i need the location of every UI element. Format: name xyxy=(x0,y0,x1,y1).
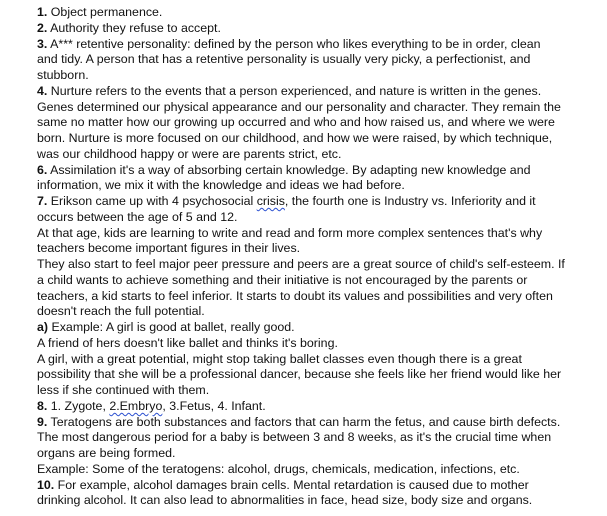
line-text: drinking alcohol. It can also lead to abnormalities in face, head size, body size and organs. xyxy=(37,493,533,508)
line-text: Assimilation it's a way of absorbing certain knowledge. By adapting new knowledge and xyxy=(47,162,531,177)
text-line xyxy=(37,99,561,116)
line-text: less if she continued with them. xyxy=(37,383,210,397)
item-number: 4. xyxy=(37,83,48,98)
item-number: a) xyxy=(37,320,49,334)
text-line xyxy=(37,21,549,37)
text-line xyxy=(37,147,549,163)
text-line xyxy=(37,194,549,210)
text-line xyxy=(37,115,555,131)
line-text: Nurture refers to the events that a person experienced, and nature is written in the genes. xyxy=(47,83,542,98)
line-text: occurs between the age of 5 and 12. xyxy=(37,209,238,224)
line-text-continued: , 3.Fetus, 4. Infant. xyxy=(162,398,266,413)
line-text: Example: A girl is good at ballet, really good. xyxy=(48,320,295,334)
line-text: was our childhood happy or were are parents strict, etc. xyxy=(37,146,342,161)
text-line xyxy=(37,352,549,368)
line-text-continued: , the fourth one is Industry vs. Inferiority and it xyxy=(284,194,536,208)
line-text: For example, alcohol damages brain cells. Mental retardation is caused due to mother xyxy=(54,477,529,492)
line-text: A*** retentive personality: defined by the person who likes everything to be in order, clean xyxy=(47,36,541,51)
item-number: 3. xyxy=(37,36,48,51)
text-line xyxy=(37,178,549,194)
line-text: teachers become important figures in their lives. xyxy=(37,241,301,256)
spellcheck-flagged-word: 2.Embryo xyxy=(109,398,163,413)
text-line xyxy=(37,5,549,21)
text-line xyxy=(37,288,553,305)
line-text: same no matter how our growing up occurred and who and how raised us, and where we were xyxy=(37,115,555,130)
text-line xyxy=(37,462,549,478)
text-line xyxy=(37,414,561,431)
text-line xyxy=(37,399,549,415)
item-number: 1. xyxy=(37,5,48,19)
text-line xyxy=(37,304,549,320)
line-text: information, we mix it with the knowledge and ideas we had before. xyxy=(37,178,405,193)
text-line xyxy=(37,163,549,179)
item-number: 6. xyxy=(37,162,48,177)
line-text: Object permanence. xyxy=(47,5,163,19)
line-text: doesn't reach the full potential. xyxy=(37,304,205,319)
item-number: 2. xyxy=(37,20,48,35)
text-line xyxy=(37,430,552,446)
item-number: 8. xyxy=(37,398,48,413)
line-text: teachers, a kid starts to feel inferior. It starts to doubt its values and possibilities and very often xyxy=(37,288,553,303)
line-text: organs are being formed. xyxy=(37,446,176,460)
item-number: 7. xyxy=(37,194,48,208)
document-body xyxy=(37,5,565,509)
text-line xyxy=(37,320,549,336)
line-text: possibility that she will be a professional dancer, because she feels like her friend would like her xyxy=(37,367,562,382)
text-line xyxy=(37,226,549,242)
line-text: 1. Zygote, xyxy=(47,398,110,413)
text-line xyxy=(37,52,549,68)
text-line xyxy=(37,37,549,53)
line-text: a child wants to achieve something and their initiative is not encouraged by the parents or xyxy=(37,272,528,287)
line-text: Example: Some of the teratogens: alcohol, drugs, chemicals, medication, infections, etc. xyxy=(37,461,520,476)
line-text: Authority they refuse to accept. xyxy=(47,20,221,35)
line-text: born. Nurture is more focused on our childhood, and how we were raised, by which technique, xyxy=(37,131,553,145)
text-line xyxy=(37,131,553,147)
text-line xyxy=(37,257,565,273)
text-line xyxy=(37,478,549,494)
item-number: 10. xyxy=(37,477,55,492)
text-line xyxy=(37,383,549,399)
line-text: and tidy. A person that has a retentive personality is usually very picky, a perfectionist, and xyxy=(37,52,531,67)
line-text: The most dangerous period for a baby is between 3 and 8 weeks, as it's the crucial time when xyxy=(37,430,552,445)
text-line xyxy=(37,68,549,84)
line-text: Erikson came up with 4 psychosocial xyxy=(47,194,257,208)
line-text: stubborn. xyxy=(37,68,89,82)
item-number: 9. xyxy=(37,414,48,429)
text-line xyxy=(37,241,549,257)
line-text: At that age, kids are learning to write and read and form more complex sentences that's why xyxy=(37,225,543,240)
line-text: They also start to feel major peer pressure and peers are a great source of child's self-esteem. If xyxy=(37,257,565,271)
text-line xyxy=(37,84,549,100)
text-line xyxy=(37,446,549,462)
text-line xyxy=(37,493,549,509)
line-text: A friend of hers doesn't like ballet and thinks it's boring. xyxy=(37,335,338,350)
text-line xyxy=(37,273,549,289)
line-text: Genes determined our physical appearance and our personality and character. They remain the xyxy=(37,99,561,114)
text-line xyxy=(37,210,549,226)
spellcheck-flagged-word: crisis xyxy=(256,194,285,208)
line-text: Teratogens are both substances and factors that can harm the fetus, and cause birth defects. xyxy=(47,414,561,429)
text-line xyxy=(37,336,549,352)
text-line xyxy=(37,367,562,383)
line-text: A girl, with a great potential, might stop taking ballet classes even though there is a great xyxy=(37,351,522,366)
